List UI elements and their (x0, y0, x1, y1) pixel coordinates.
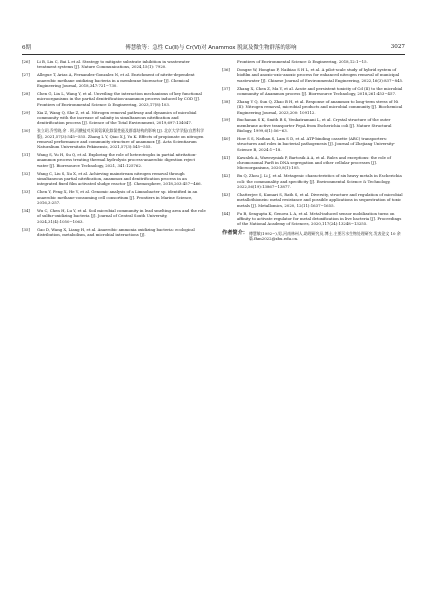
reference-text: Zhang Y Q, Sun Q, Zhao B H, et al. Response of anammox to long-term stress of Ni (II): Nitrogen removal, microbial products and microbial community [J]. Biochemical Engineering Journal, 2023,200: 109112. (237, 98, 403, 115)
reference-item (22, 152, 206, 168)
reference-text: Zhang X, Chen Z, Ma Y, et al. Acute and persistent toxicity of Cd (II) to the microbial community of Anammox process [J]. Bioresource Technology, 2018,261:453−457. (237, 85, 403, 96)
author-bio (222, 231, 406, 242)
reference-number: [34] (22, 208, 30, 213)
reference-number: [27] (22, 72, 30, 78)
reference-text: How S S, Nathan S, Lam S D, et al. ATP-binding cassette (ABC) transporters: structures and roles in bacterial pathogenesis [J]. Journal of Zhejiang University-Science B, 2024:1−18. (237, 136, 396, 152)
reference-item (222, 59, 406, 64)
reference-item (22, 110, 206, 126)
references-left-column (22, 59, 206, 240)
reference-number: [32] (22, 170, 30, 176)
author-bio-label: 作者简介： (222, 229, 248, 236)
reference-number: [39] (222, 117, 230, 123)
reference-item (22, 189, 206, 205)
reference-item (222, 173, 406, 189)
reference-text: Allegue T, Arias A, Fernandez-Gonzalez N, et al. Enrichment of nitrite-dependent anaerobic methane oxidizing bacteria in a membrane bioreactor [J]. Chemical Engineering Journal, 2018,347:721−730. (37, 72, 195, 88)
reference-item (22, 72, 206, 88)
reference-number: [35] (22, 226, 30, 232)
reference-number: [42] (222, 173, 230, 179)
reference-item (222, 155, 406, 171)
reference-text: Frontiers of Environmental Science & Engineering, 2018,12:1−15. (237, 59, 368, 64)
reference-item (222, 192, 406, 208)
author-bio-text: 傅慧敏(1992−),男,河南林州人,助理研究员,博士,主要污水生物处理研究.发表论文 10 余篇.fhm2022@zbu.edu.cn. (248, 230, 401, 242)
reference-number: [26] (22, 59, 30, 64)
page-number: 3027 (390, 44, 405, 50)
reference-text: Chen Y, Feng X, He Y, et al. Genomic analysis of a Limnobacter sp. identified in an anaerobic methane-consuming cell consortium [J]. Frontiers in Marine Science, 2016,3:257. (37, 189, 198, 206)
reference-number: [28] (22, 90, 30, 96)
running-title: 傅慧敏等：急性 Cu(Ⅱ)与 Cr(Ⅵ)对 Anammox 脱氮及微生物群落的影响 (125, 45, 297, 51)
reference-number: [44] (222, 210, 230, 216)
reference-item (222, 117, 406, 133)
references-right-column (222, 59, 406, 242)
reference-text: Gao D, Wang X, Liang H, et al. Anaerobic ammonia oxidizing bacteria: ecological distribution, metabolism, and microbial interactions [J]. (37, 226, 195, 237)
reference-text: Xia Z, Wang Q, She Z, et al. Nitrogen removal pathway and dynamics of microbial community with the increase of salinity in simultaneous nitrification and denitrification process [J]. Science of the Total Environment, 2019,697:134047. (37, 109, 197, 126)
reference-number: [40] (222, 136, 230, 142)
reference-item (222, 67, 406, 83)
reference-item (22, 91, 206, 107)
header-rule (22, 54, 405, 55)
reference-number (222, 59, 237, 64)
reference-number: [41] (222, 154, 230, 160)
reference-number: [38] (222, 98, 230, 104)
reference-number: [36] (222, 66, 230, 72)
issue-label: 6期 (22, 45, 32, 51)
reference-item (22, 128, 206, 149)
reference-item (22, 227, 206, 238)
reference-item (22, 208, 206, 224)
reference-item (222, 211, 406, 227)
reference-text: Wang C, Liu S, Xu X, et al. Achieving mainstream nitrogen removal through simultaneous partial nitrification, anammox and denitrification process in an integrated fixed film activated sludge reactor [J]. Chemosphere, 2018,203:457−466. (37, 170, 202, 187)
reference-text: Kawalek A, Wawrzyniak P, Bartosik A A, et al. Rules and exceptions: the role of chromosomal ParB in DNA segregation and other cellular processes [J]. Microorganisms, 2020,8(1):105. (237, 154, 391, 171)
reference-number: [29] (22, 109, 30, 115)
reference-item (222, 86, 406, 97)
reference-text: 张立玥,乔雪晓,余 . 阿,丙酸盐对厌氧氨氧化除氮性能及群落结构的影响 [J]. 北京大学学报(自然科学版), 2021,57(3):545−555. Zhang L Y, Qiao X J, Yu K. Effects of propionate on nitrogen removal performance and community structure of anammox [J]. Acta Scientiarum Naturalium Universitatis Pekinensis, 2021,57(3):545−555. (37, 128, 204, 150)
reference-text: Chen G, Lin L, Wang Y, et al. Unveiling the interaction mechanisms of key functional microorganisms in the partial denitrification-anammox process induced by COD [J]. Frontiers of Environmental Science & Engineering, 2023,17(8):103. (37, 90, 202, 107)
reference-text: Dongze W, Hongtao P, Naibiao S H L, et al. A pilot-scale study of hybrid system of biofilm and anoxic-oxic-anoxic process for enhanced nitrogen removal of municipal wastewater [J]. Chinese Journal of Environmental Engineering, 2022,16(3):837−845. (237, 66, 404, 83)
reference-item (22, 171, 206, 187)
reference-text: Li B, Liu C, Bai L et al. Strategy to mitigate substrate inhibition in wastewater treatment systems [J]. Nature Communications, 2024,15(1): 7920. (37, 59, 190, 70)
reference-text: Chatterjee S, Kumari S, Rath S, et al. Diversity, structure and regulation of microbial metallothionein: metal resistance and possible applications in sequestration of toxic metals [J]. Metallomics, 2020, 12(11):1637−1655. (237, 191, 403, 208)
reference-number: [37] (222, 85, 230, 91)
reference-text: Wang S, Yu H, Su Q, et al. Exploring the role of heterotrophs in partial nitritation-anammox process treating thermal hydrolysis process-anaerobic digestion reject water [J]. Bioresource Technology, 2021, 341:125762. (37, 152, 197, 168)
reference-number: [30] (22, 128, 30, 134)
reference-item (222, 136, 406, 152)
reference-text: Buchanan S K, Smith B S, Venkatramani L, et al. Crystal structure of the outer membrane active transporter FepA from Escherichia coli [J]. Nature Structural Biology, 1999,6(1):56−63. (237, 117, 392, 134)
page-header (22, 41, 405, 53)
reference-item (222, 99, 406, 115)
reference-number: [33] (22, 189, 30, 195)
reference-item (22, 59, 206, 70)
reference-text: Fu B, Sengupta K, Genova L A, et al. Metal-induced sensor mobilization turns on affinity to activate regulator for metal detoxification in live bacteria [J]. Proceedings of the National Academy of Sciences, 2020,117(24):13248−13255. (237, 210, 402, 227)
reference-number: [43] (222, 191, 230, 197)
reference-text: Wu C, Chen H, Lu Y, et al. Soil microbial community in lead smelting area and the role of sulfur-oxidizing bacteria [J]. Journal of Central South University, 2024,31(4):1050−1063. (37, 208, 206, 224)
reference-text: Bu Q, Zhou J, Li J, et al. Metagenic characteristics of six heavy metals in Escherichia coli: the commonality and specificity [J]. Environmental Science & Technology, 2022,56(19):13867−13877. (237, 173, 402, 190)
reference-number: [31] (22, 152, 30, 158)
